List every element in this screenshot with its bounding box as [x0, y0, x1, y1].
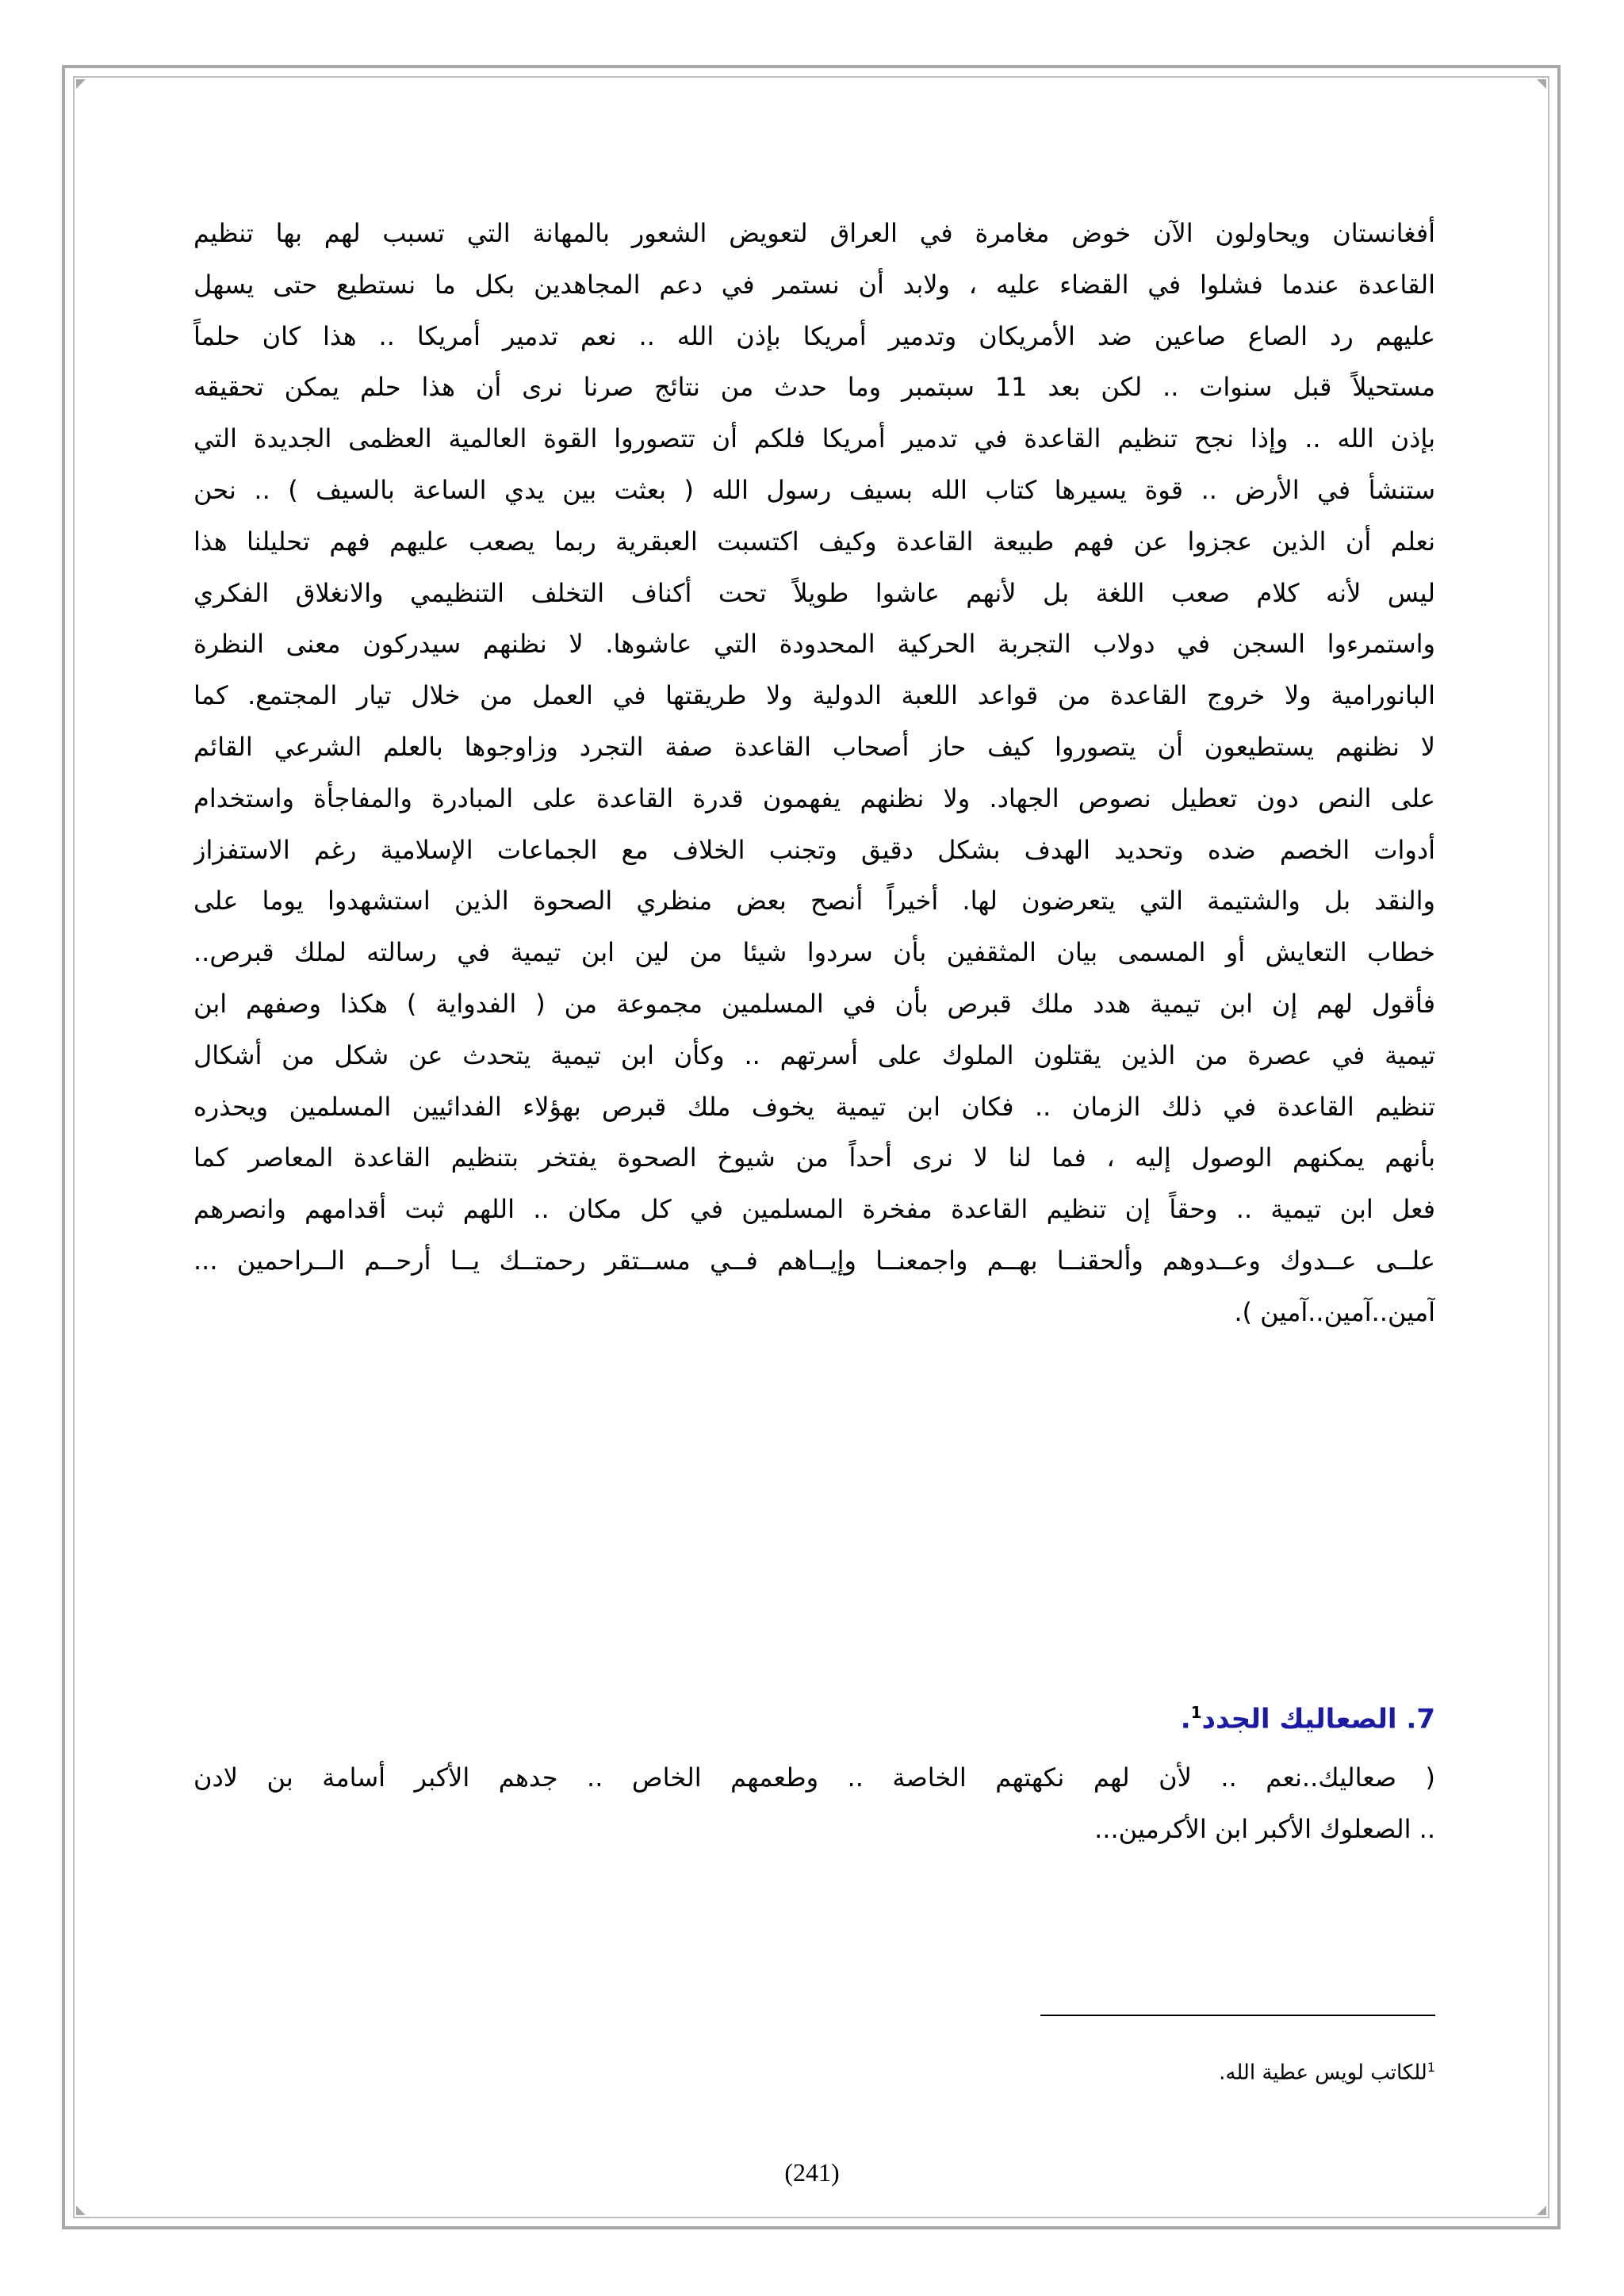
- paragraph-line: تيمية في عصرة من الذين يقتلون الملوك على أسرتهم .. وكأن ابن تيمية يتحدث عن شكل من أشكال: [193, 1039, 1435, 1070]
- paragraph-line: البانورامية ولا خروج القاعدة من قواعد اللعبة الدولية ولا طريقتها في العمل من خلال تيار المجتمع. كما: [193, 680, 1435, 711]
- paragraph-line: القاعدة عندما فشلوا في القضاء عليه ، ولابد أن نستمر في دعم المجاهدين بكل ما نستطيع حتى يسهل: [193, 269, 1435, 300]
- paragraph-line: لا نظنهم يستطيعون أن يتصوروا كيف حاز أصحاب القاعدة صفة التجرد وزاوجوها بالعلم الشرعي القائم: [193, 731, 1435, 762]
- paragraph-line: علــى عــدوك وعــدوهم وألحقنــا بهــم واجمعنــا وإيــاهم فــي مســتقر رحمتــك يــا أرحــم الــراحمين ...: [193, 1245, 1435, 1276]
- footnote: [1039, 2052, 1435, 2089]
- paragraph-line: خطاب التعايش أو المسمى بيان المثقفين بأن سردوا شيئا من لين ابن تيمية في رسالته لملك قبرص..: [193, 937, 1435, 968]
- paragraph-line: فأقول لهم إن ابن تيمية هدد ملك قبرص بأن في المسلمين مجموعة من ( الفدواية ) هكذا وصفهم ابن: [193, 988, 1435, 1019]
- paragraph-line: عليهم رد الصاع صاعين ضد الأمريكان وتدمير أمريكا بإذن الله .. نعم تدمير أمريكا .. هذا كان حلماً: [193, 320, 1435, 351]
- footnote-text: للكاتب لويس عطية الله.: [1219, 2061, 1427, 2085]
- paragraph-line: فعل ابن تيمية .. وحقاً إن تنظيم القاعدة مفخرة المسلمين في كل مكان .. اللهم ثبت أقدامهم وانصرهم: [193, 1194, 1435, 1225]
- paragraph-line: بأنهم يمكنهم الوصول إليه ، فما لنا لا نرى أحداً من شيوخ الصحوة يفتخر بتنظيم القاعدة المعاصر كما: [193, 1142, 1435, 1173]
- corner-ornament-bottom-left: [76, 2206, 86, 2215]
- section-heading: [193, 1689, 1435, 1743]
- main-paragraph: [193, 208, 1435, 1338]
- paragraph-line: بإذن الله .. وإذا نجح تنظيم القاعدة في تدمير أمريكا فلكم أن تتصوروا القوة العالمية العظمى الجديدة التي: [193, 423, 1435, 454]
- paragraph-line: أدوات الخصم ضده وتحديد الهدف بشكل دقيق وتجنب الخلاف مع الجماعات الإسلامية رغم الاستفزاز: [193, 834, 1435, 865]
- paragraph-line: ليس لأنه كلام صعب اللغة بل لأنهم عاشوا طويلاً تحت أكناف التخلف التنظيمي والانغلاق الفكري: [193, 577, 1435, 608]
- paragraph-line: مستحيلاً قبل سنوات .. لكن بعد 11 سبتمبر وما حدث من نتائج صرنا نرى أن هذا حلم يمكن تحقيقه: [193, 372, 1435, 403]
- quote-line: .. الصعلوك الأكبر ابن الأكرمين...: [1094, 1813, 1435, 1844]
- section-heading-end: .: [1180, 1703, 1191, 1735]
- paragraph-line: واستمرءوا السجن في دولاب التجربة الحركية المحدودة التي عاشوها. لا نظنهم سيدركون معنى النظرة: [193, 629, 1435, 660]
- quote-paragraph: [193, 1752, 1435, 1855]
- footnote-ref[interactable]: 1: [1190, 1703, 1202, 1722]
- paragraph-line: والنقد بل والشتيمة التي يتعرضون لها. أخيراً أنصح بعض منظري الصحوة الذين استشهدوا يوما على: [193, 886, 1435, 916]
- section-heading-text: 7. الصعاليك الجدد: [1201, 1703, 1435, 1735]
- paragraph-line: ستنشأ في الأرض .. قوة يسيرها كتاب الله بسيف رسول الله ( بعثت بين يدي الساعة بالسيف ) .. نحن: [193, 474, 1435, 505]
- corner-ornament-top-left: [76, 79, 86, 89]
- paragraph-line: آمين..آمين..آمين ).: [1234, 1296, 1435, 1327]
- paragraph-line: تنظيم القاعدة في ذلك الزمان .. فكان ابن تيمية يخوف ملك قبرص بهؤلاء الفدائيين المسلمين ويحذره: [193, 1091, 1435, 1122]
- quote-line: ( صعاليك..نعم .. لأن لهم نكهتهم الخاصة .. وطعمهم الخاص .. جدهم الأكبر أسامة بن لادن: [193, 1762, 1435, 1793]
- corner-ornament-bottom-right: [1537, 2206, 1546, 2215]
- corner-ornament-top-right: [1537, 79, 1546, 89]
- footnote-separator: [1040, 2015, 1435, 2016]
- page-number: (241): [784, 2158, 840, 2187]
- paragraph-line: نعلم أن الذين عجزوا عن فهم طبيعة القاعدة وكيف اكتسبت العبقرية ربما يصعب عليهم فهم تحليلنا هذا: [193, 526, 1435, 557]
- paragraph-line: على النص دون تعطيل نصوص الجهاد. ولا نظنهم يفهمون قدرة القاعدة على المبادرة والمفاجأة واستخدام: [193, 783, 1435, 813]
- paragraph-line: أفغانستان ويحاولون الآن خوض مغامرة في العراق لتعويض الشعور بالمهانة التي تسبب لهم بها تنظيم: [193, 218, 1435, 248]
- footnote-number: 1: [1427, 2060, 1435, 2075]
